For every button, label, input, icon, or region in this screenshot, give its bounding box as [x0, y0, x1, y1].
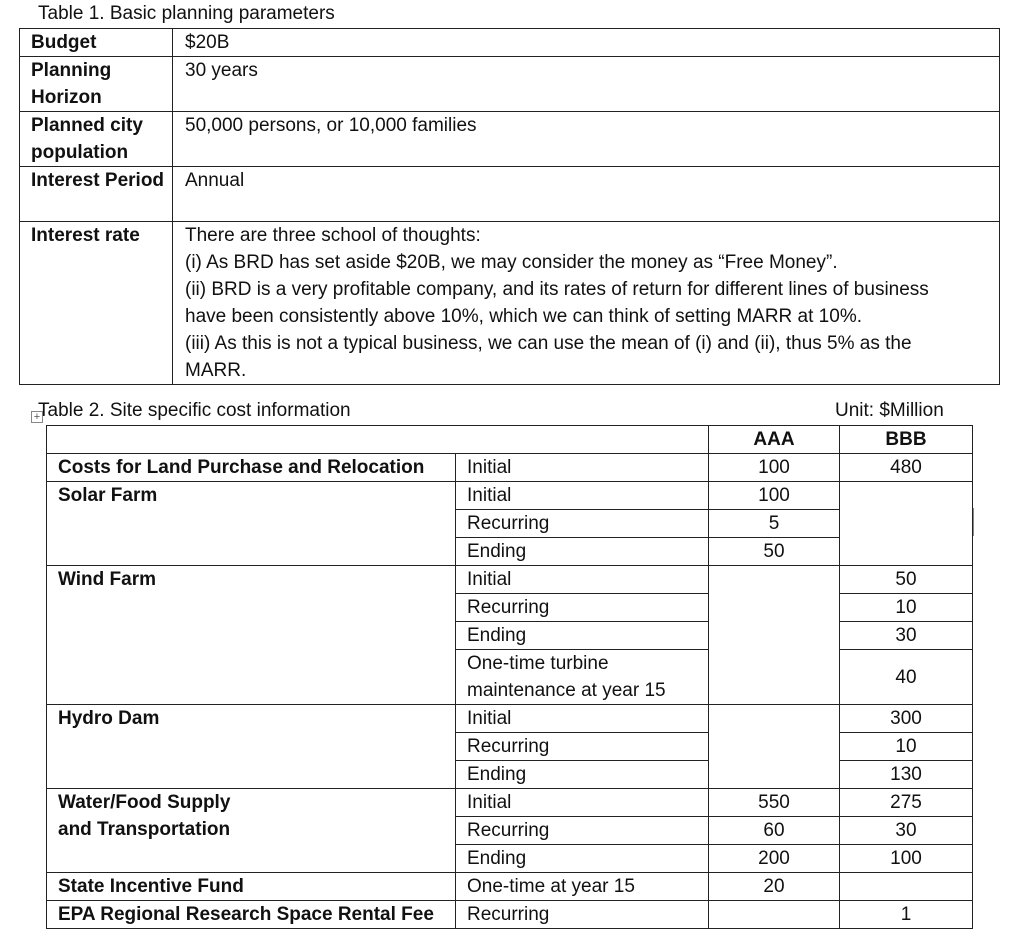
aaa-value: 20 — [709, 873, 840, 901]
param-key: Budget — [20, 29, 173, 57]
table2-unit: Unit: $Million — [835, 400, 944, 421]
param-value: 30 years — [173, 57, 1000, 112]
table2-caption: Table 2. Site specific cost information — [38, 400, 351, 421]
cost-type: Ending — [456, 845, 709, 873]
cost-type: One-time at year 15 — [456, 873, 709, 901]
planning-parameters-table — [19, 28, 1000, 385]
aaa-value — [709, 901, 840, 929]
cost-type: Recurring — [456, 901, 709, 929]
bbb-value: 300 — [840, 705, 973, 733]
table-header-row — [47, 426, 973, 454]
table-row — [47, 454, 973, 482]
bbb-value: 1 — [840, 901, 973, 929]
cost-type: Initial — [456, 705, 709, 733]
cost-type: Recurring — [456, 817, 709, 845]
aaa-value-empty — [709, 705, 840, 789]
param-key: Planning Horizon — [20, 57, 173, 112]
cost-category-line: and Transportation — [58, 819, 231, 840]
param-value: $20B — [173, 29, 1000, 57]
cost-category: Wind Farm — [47, 566, 456, 705]
table-row — [47, 482, 973, 510]
bbb-value: 40 — [840, 650, 973, 705]
table-row — [47, 566, 973, 594]
param-value — [173, 222, 1000, 385]
cost-category: Costs for Land Purchase and Relocation — [47, 454, 456, 482]
aaa-value-empty — [709, 566, 840, 705]
cost-category: Solar Farm — [47, 482, 456, 566]
bbb-value — [840, 873, 973, 901]
interest-line: MARR. — [185, 360, 247, 381]
table-row — [20, 112, 1000, 167]
cost-type: Initial — [456, 566, 709, 594]
aaa-value: 100 — [709, 482, 840, 510]
param-key: Interest Period — [20, 167, 173, 222]
cost-category: EPA Regional Research Space Rental Fee — [47, 901, 456, 929]
bbb-value: 30 — [840, 622, 973, 650]
cost-category: Hydro Dam — [47, 705, 456, 789]
table-row — [47, 789, 973, 817]
interest-line: (iii) As this is not a typical business, we can use the mean of (i) and (ii), thus 5% as the — [185, 333, 912, 354]
aaa-value: 60 — [709, 817, 840, 845]
interest-line: have been consistently above 10%, which we can think of setting MARR at 10%. — [185, 306, 862, 327]
cost-type: Recurring — [456, 733, 709, 761]
col-header-aaa: AAA — [709, 426, 840, 454]
bbb-value: 100 — [840, 845, 973, 873]
aaa-value: 100 — [709, 454, 840, 482]
cost-type: One-time turbine maintenance at year 15 — [456, 650, 709, 705]
aaa-value: 200 — [709, 845, 840, 873]
cost-type: Ending — [456, 538, 709, 566]
table-move-handle-icon[interactable]: + — [31, 411, 43, 423]
table-row — [47, 901, 973, 929]
cost-category: State Incentive Fund — [47, 873, 456, 901]
param-value: Annual — [173, 167, 1000, 222]
bbb-value: 50 — [840, 566, 973, 594]
site-cost-table — [46, 425, 973, 929]
param-key: Planned city population — [20, 112, 173, 167]
table-row — [20, 222, 1000, 385]
bbb-value: 10 — [840, 594, 973, 622]
bbb-value: 30 — [840, 817, 973, 845]
cost-type: Initial — [456, 454, 709, 482]
interest-line: (ii) BRD is a very profitable company, and its rates of return for different lines of business — [185, 279, 929, 300]
cost-type: Initial — [456, 482, 709, 510]
cost-type: Initial — [456, 789, 709, 817]
table1-caption: Table 1. Basic planning parameters — [38, 3, 335, 24]
cost-type: Ending — [456, 761, 709, 789]
table-row — [47, 705, 973, 733]
table-row — [47, 873, 973, 901]
param-key: Interest rate — [20, 222, 173, 385]
cost-type: Recurring — [456, 594, 709, 622]
aaa-value: 550 — [709, 789, 840, 817]
cost-category — [47, 789, 456, 873]
bbb-value: 275 — [840, 789, 973, 817]
interest-line: There are three school of thoughts: — [185, 225, 481, 246]
header-blank — [47, 426, 709, 454]
param-value: 50,000 persons, or 10,000 families — [173, 112, 1000, 167]
aaa-value: 50 — [709, 538, 840, 566]
cost-category-line: Water/Food Supply — [58, 792, 231, 813]
cost-type: Ending — [456, 622, 709, 650]
table-row — [20, 29, 1000, 57]
bbb-value: 480 — [840, 454, 973, 482]
aaa-value: 5 — [709, 510, 840, 538]
table-row — [20, 57, 1000, 112]
table-row — [20, 167, 1000, 222]
bbb-value: 130 — [840, 761, 973, 789]
bbb-value-empty — [840, 482, 973, 566]
bbb-value: 10 — [840, 733, 973, 761]
col-header-bbb: BBB — [840, 426, 973, 454]
interest-line: (i) As BRD has set aside $20B, we may consider the money as “Free Money”. — [185, 252, 838, 273]
cost-type: Recurring — [456, 510, 709, 538]
